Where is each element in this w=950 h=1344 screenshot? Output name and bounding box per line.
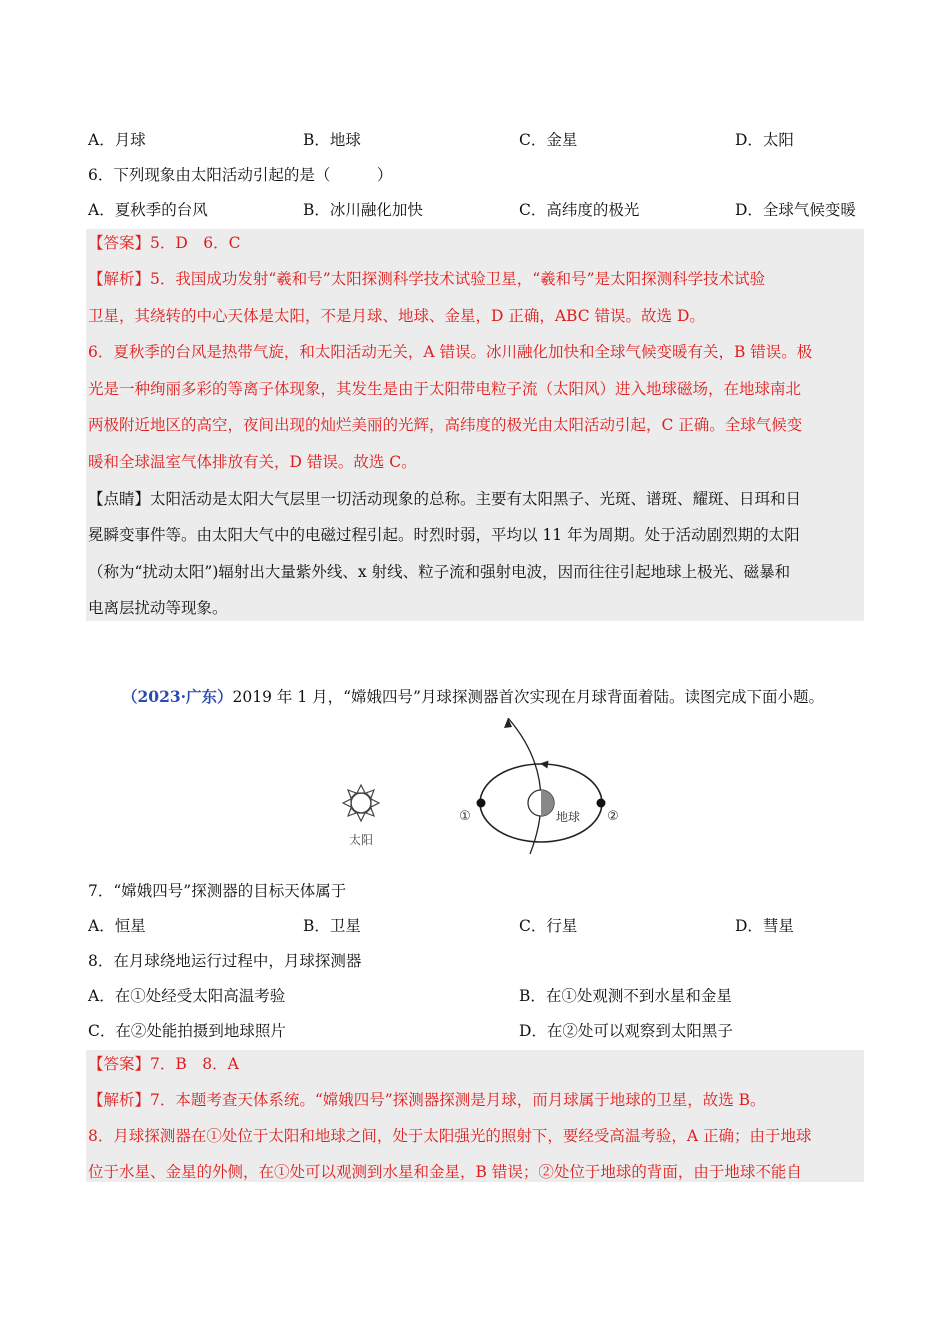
analysis-line-3: 6．夏秋季的台风是热带气旋，和太阳活动无关，A 错误。冰川融化加快和全球气候变暖有关，B 错误。极 xyxy=(88,343,813,361)
tip-line-1: 【点睛】太阳活动是太阳大气层里一切活动现象的总称。主要有太阳黑子、光斑、谱斑、耀斑、日珥和日 xyxy=(88,490,802,508)
sun-icon xyxy=(343,785,379,821)
earth-label: 地球 xyxy=(556,810,581,824)
sun-earth-moon-figure xyxy=(330,718,630,858)
analysis-tag-2: 【解析】 xyxy=(88,1091,151,1109)
moon-position-2 xyxy=(597,799,606,808)
source-tag: （2023·广东） xyxy=(122,687,233,706)
q8-option-b: B．在①处观测不到水星和金星 xyxy=(519,987,732,1005)
q5-option-d: D．太阳 xyxy=(735,131,794,149)
tip-line-2: 冕瞬变事件等。由太阳大气中的电磁过程引起。时烈时弱，平均以 11 年为周期。处于活动剧烈期的太阳 xyxy=(88,526,800,544)
question-intro xyxy=(122,685,824,707)
q6-option-b: B．冰川融化加快 xyxy=(303,201,423,219)
analysis2-line-3: 位于水星、金星的外侧，在①处可以观测到水星和金星，B 错误；②处位于地球的背面，由于地球不能自 xyxy=(88,1163,802,1181)
q8-option-a: A．在①处经受太阳高温考验 xyxy=(88,987,286,1005)
moon-position-1 xyxy=(477,799,486,808)
answer-box-1 xyxy=(86,229,864,621)
q7-option-b: B．卫星 xyxy=(303,917,361,935)
analysis-line-6: 暖和全球温室气体排放有关，D 错误。故选 C。 xyxy=(88,453,417,471)
q5-option-b: B．地球 xyxy=(303,131,361,149)
answer-text-2: 7．B 8．A xyxy=(150,1055,239,1073)
tip-tag: 【点睛】 xyxy=(88,490,151,508)
tip-line-4: 电离层扰动等现象。 xyxy=(88,599,228,617)
q6-option-a: A．夏秋季的台风 xyxy=(88,201,208,219)
tip-line-3: （称为“扰动太阳”)辐射出大量紫外线、x 射线、粒子流和强射电波，因而往往引起地球上极光、磁暴和 xyxy=(88,563,791,581)
q7-stem: 7．“嫦娥四号”探测器的目标天体属于 xyxy=(88,882,347,900)
point-1-label: ① xyxy=(459,809,471,824)
analysis-line-2: 卫星，其绕转的中心天体是太阳，不是月球、地球、金星，D 正确，ABC 错误。故选 D。 xyxy=(88,307,705,325)
q8-stem: 8．在月球绕地运行过程中，月球探测器 xyxy=(88,952,362,970)
q8-option-c: C．在②处能拍摄到地球照片 xyxy=(88,1022,286,1040)
analysis-line-5: 两极附近地区的高空，夜间出现的灿烂美丽的光辉，高纬度的极光由太阳活动引起，C 正确。全球气候变 xyxy=(88,416,803,434)
answer-tag: 【答案】 xyxy=(88,234,151,252)
q8-option-d: D．在②处可以观察到太阳黑子 xyxy=(519,1022,733,1040)
intro-text: 2019 年 1 月，“嫦娥四号”月球探测器首次实现在月球背面着陆。读图完成下面小题。 xyxy=(232,688,824,706)
q5-option-c: C．金星 xyxy=(519,131,578,149)
q7-option-a: A．恒星 xyxy=(88,917,146,935)
sun-label: 太阳 xyxy=(348,833,374,847)
analysis-tag: 【解析】 xyxy=(88,270,151,288)
answer-line xyxy=(88,233,241,253)
analysis2-line-1: 【解析】7．本题考查天体系统。“嫦娥四号”探测器探测是月球，而月球属于地球的卫星，故选 B。 xyxy=(88,1091,766,1109)
q7-option-c: C．行星 xyxy=(519,917,578,935)
trajectory-arrow-icon xyxy=(504,718,512,728)
answer-box-2 xyxy=(86,1050,864,1182)
point-2-label: ② xyxy=(607,809,619,824)
analysis-line-4: 光是一种绚丽多彩的等离子体现象，其发生是由于太阳带电粒子流（太阳风）进入地球磁场，在地球南北 xyxy=(88,380,802,398)
earth-icon xyxy=(528,790,554,816)
probe-trajectory xyxy=(508,718,541,854)
answer-text: 5．D 6．C xyxy=(150,234,241,252)
q6-stem: 6．下列现象由太阳活动引起的是（ ） xyxy=(88,166,393,184)
q7-option-d: D．彗星 xyxy=(735,917,794,935)
q5-option-a: A．月球 xyxy=(88,131,146,149)
answer-tag-2: 【答案】 xyxy=(88,1055,151,1073)
answer-line-2 xyxy=(88,1054,239,1074)
q6-option-c: C．高纬度的极光 xyxy=(519,201,640,219)
analysis-line-1: 【解析】5．我国成功发射“羲和号”太阳探测科学技术试验卫星，“羲和号”是太阳探测科学技术试验 xyxy=(88,270,766,288)
analysis2-line-2: 8．月球探测器在①处位于太阳和地球之间，处于太阳强光的照射下，要经受高温考验，A 正确；由于地球 xyxy=(88,1127,812,1145)
q6-option-d: D．全球气候变暖 xyxy=(735,201,856,219)
